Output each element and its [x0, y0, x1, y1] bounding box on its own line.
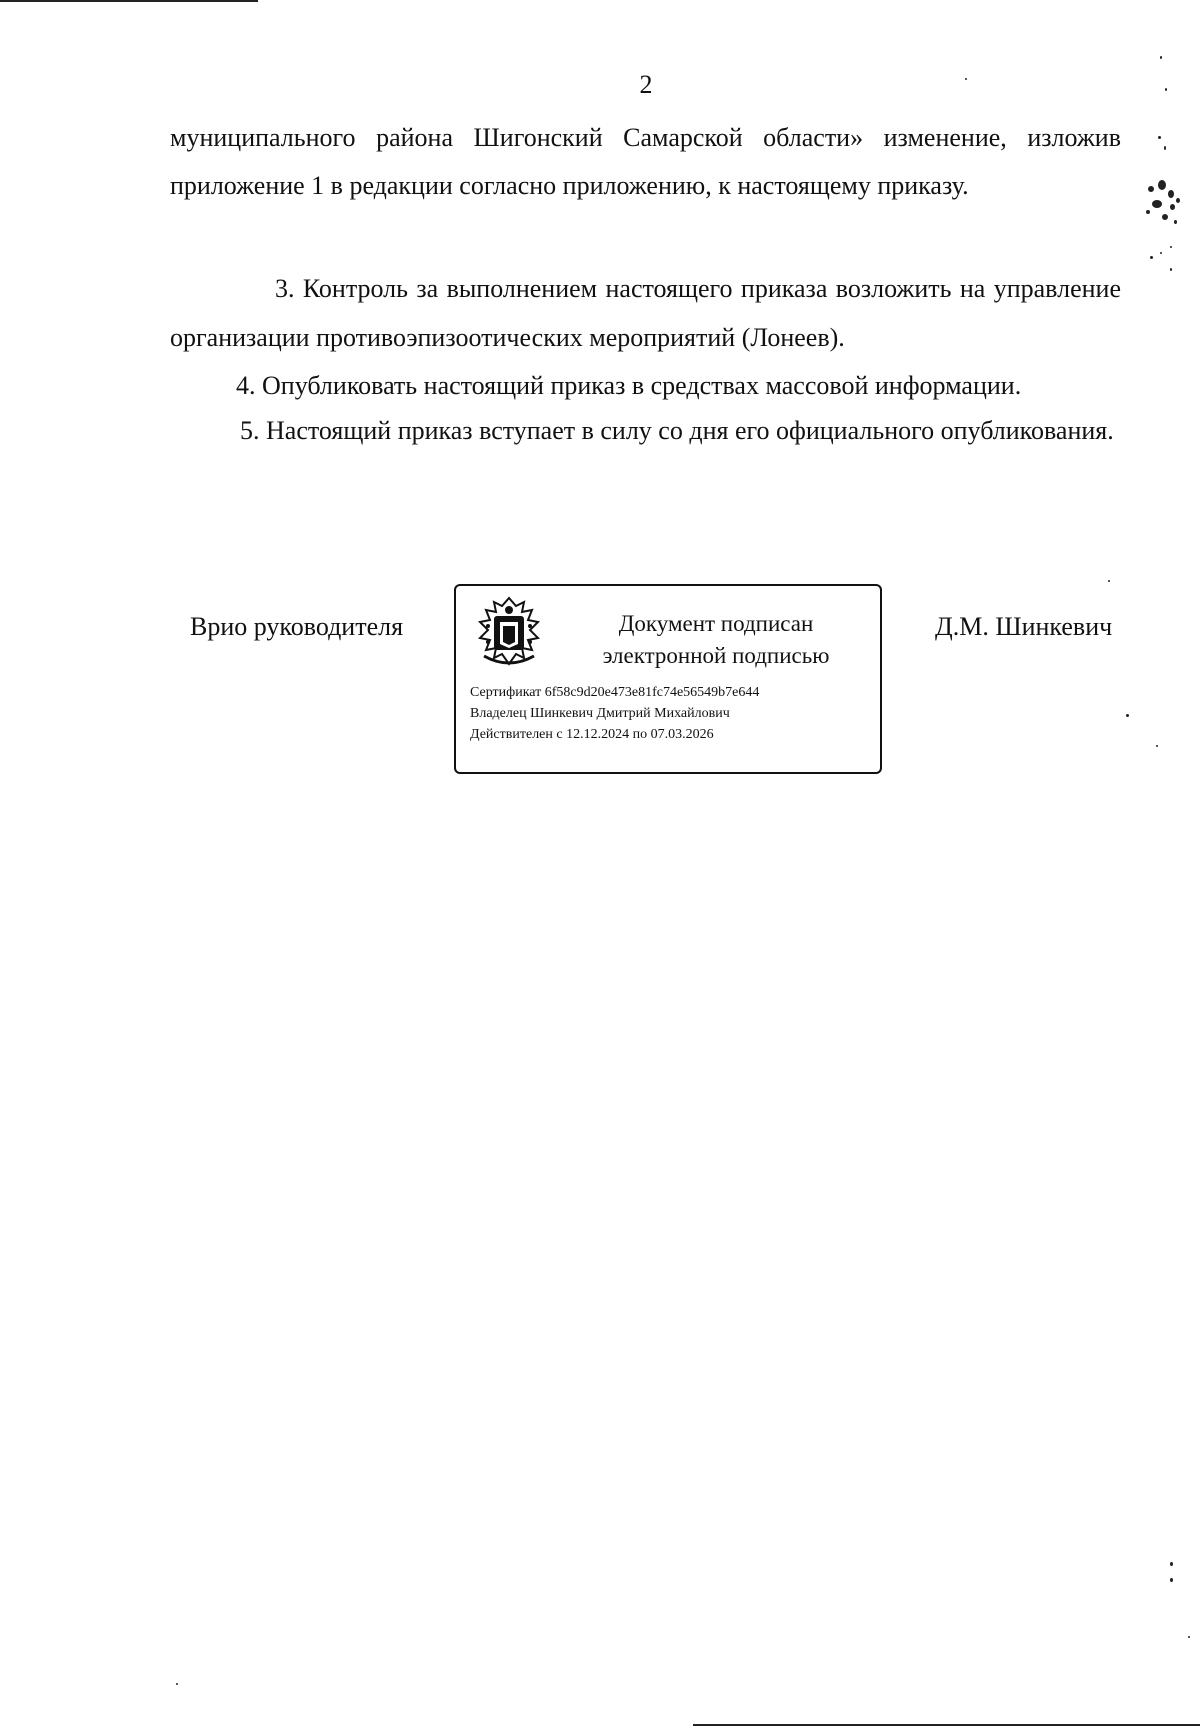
- paragraph-4: 4. Опубликовать настоящий приказ в средствах массовой информации.: [236, 371, 1022, 400]
- stamp-owner: Владелец Шинкевич Дмитрий Михайлович: [470, 706, 730, 721]
- coat-of-arms-icon: [474, 596, 544, 672]
- stamp-validity: Действителен с 12.12.2024 по 07.03.2026: [470, 727, 714, 742]
- stamp-title-line2: электронной подписью: [602, 643, 830, 668]
- stamp-certificate: Сертификат 6f58c9d20e473e81fc74e56549b7e644: [470, 685, 760, 700]
- paragraph-5: 5. Настоящий приказ вступает в силу со дня его официального опубликования.: [240, 416, 1114, 445]
- stamp-title-line1: Документ подписан: [618, 611, 814, 636]
- paragraph-1: муниципального района Шигонский Самарской области» изменение, изложив приложение 1 в редакции согласно приложению, к настоящему приказу.: [170, 123, 1121, 200]
- stamp-details: [470, 682, 759, 745]
- signer-title: Врио руководителя: [190, 612, 404, 641]
- scan-edge-bottom: [693, 1724, 1200, 1726]
- signer-name: Д.М. Шинкевич: [935, 612, 1113, 641]
- paragraph-3: 3. Контроль за выполнением настоящего приказа возложить на управление организации противоэпизоотических мероприятий (Лонеев).: [170, 274, 1121, 352]
- page-number: 2: [639, 70, 653, 99]
- electronic-signature-stamp: [454, 584, 882, 774]
- scan-edge-top: [0, 0, 258, 2]
